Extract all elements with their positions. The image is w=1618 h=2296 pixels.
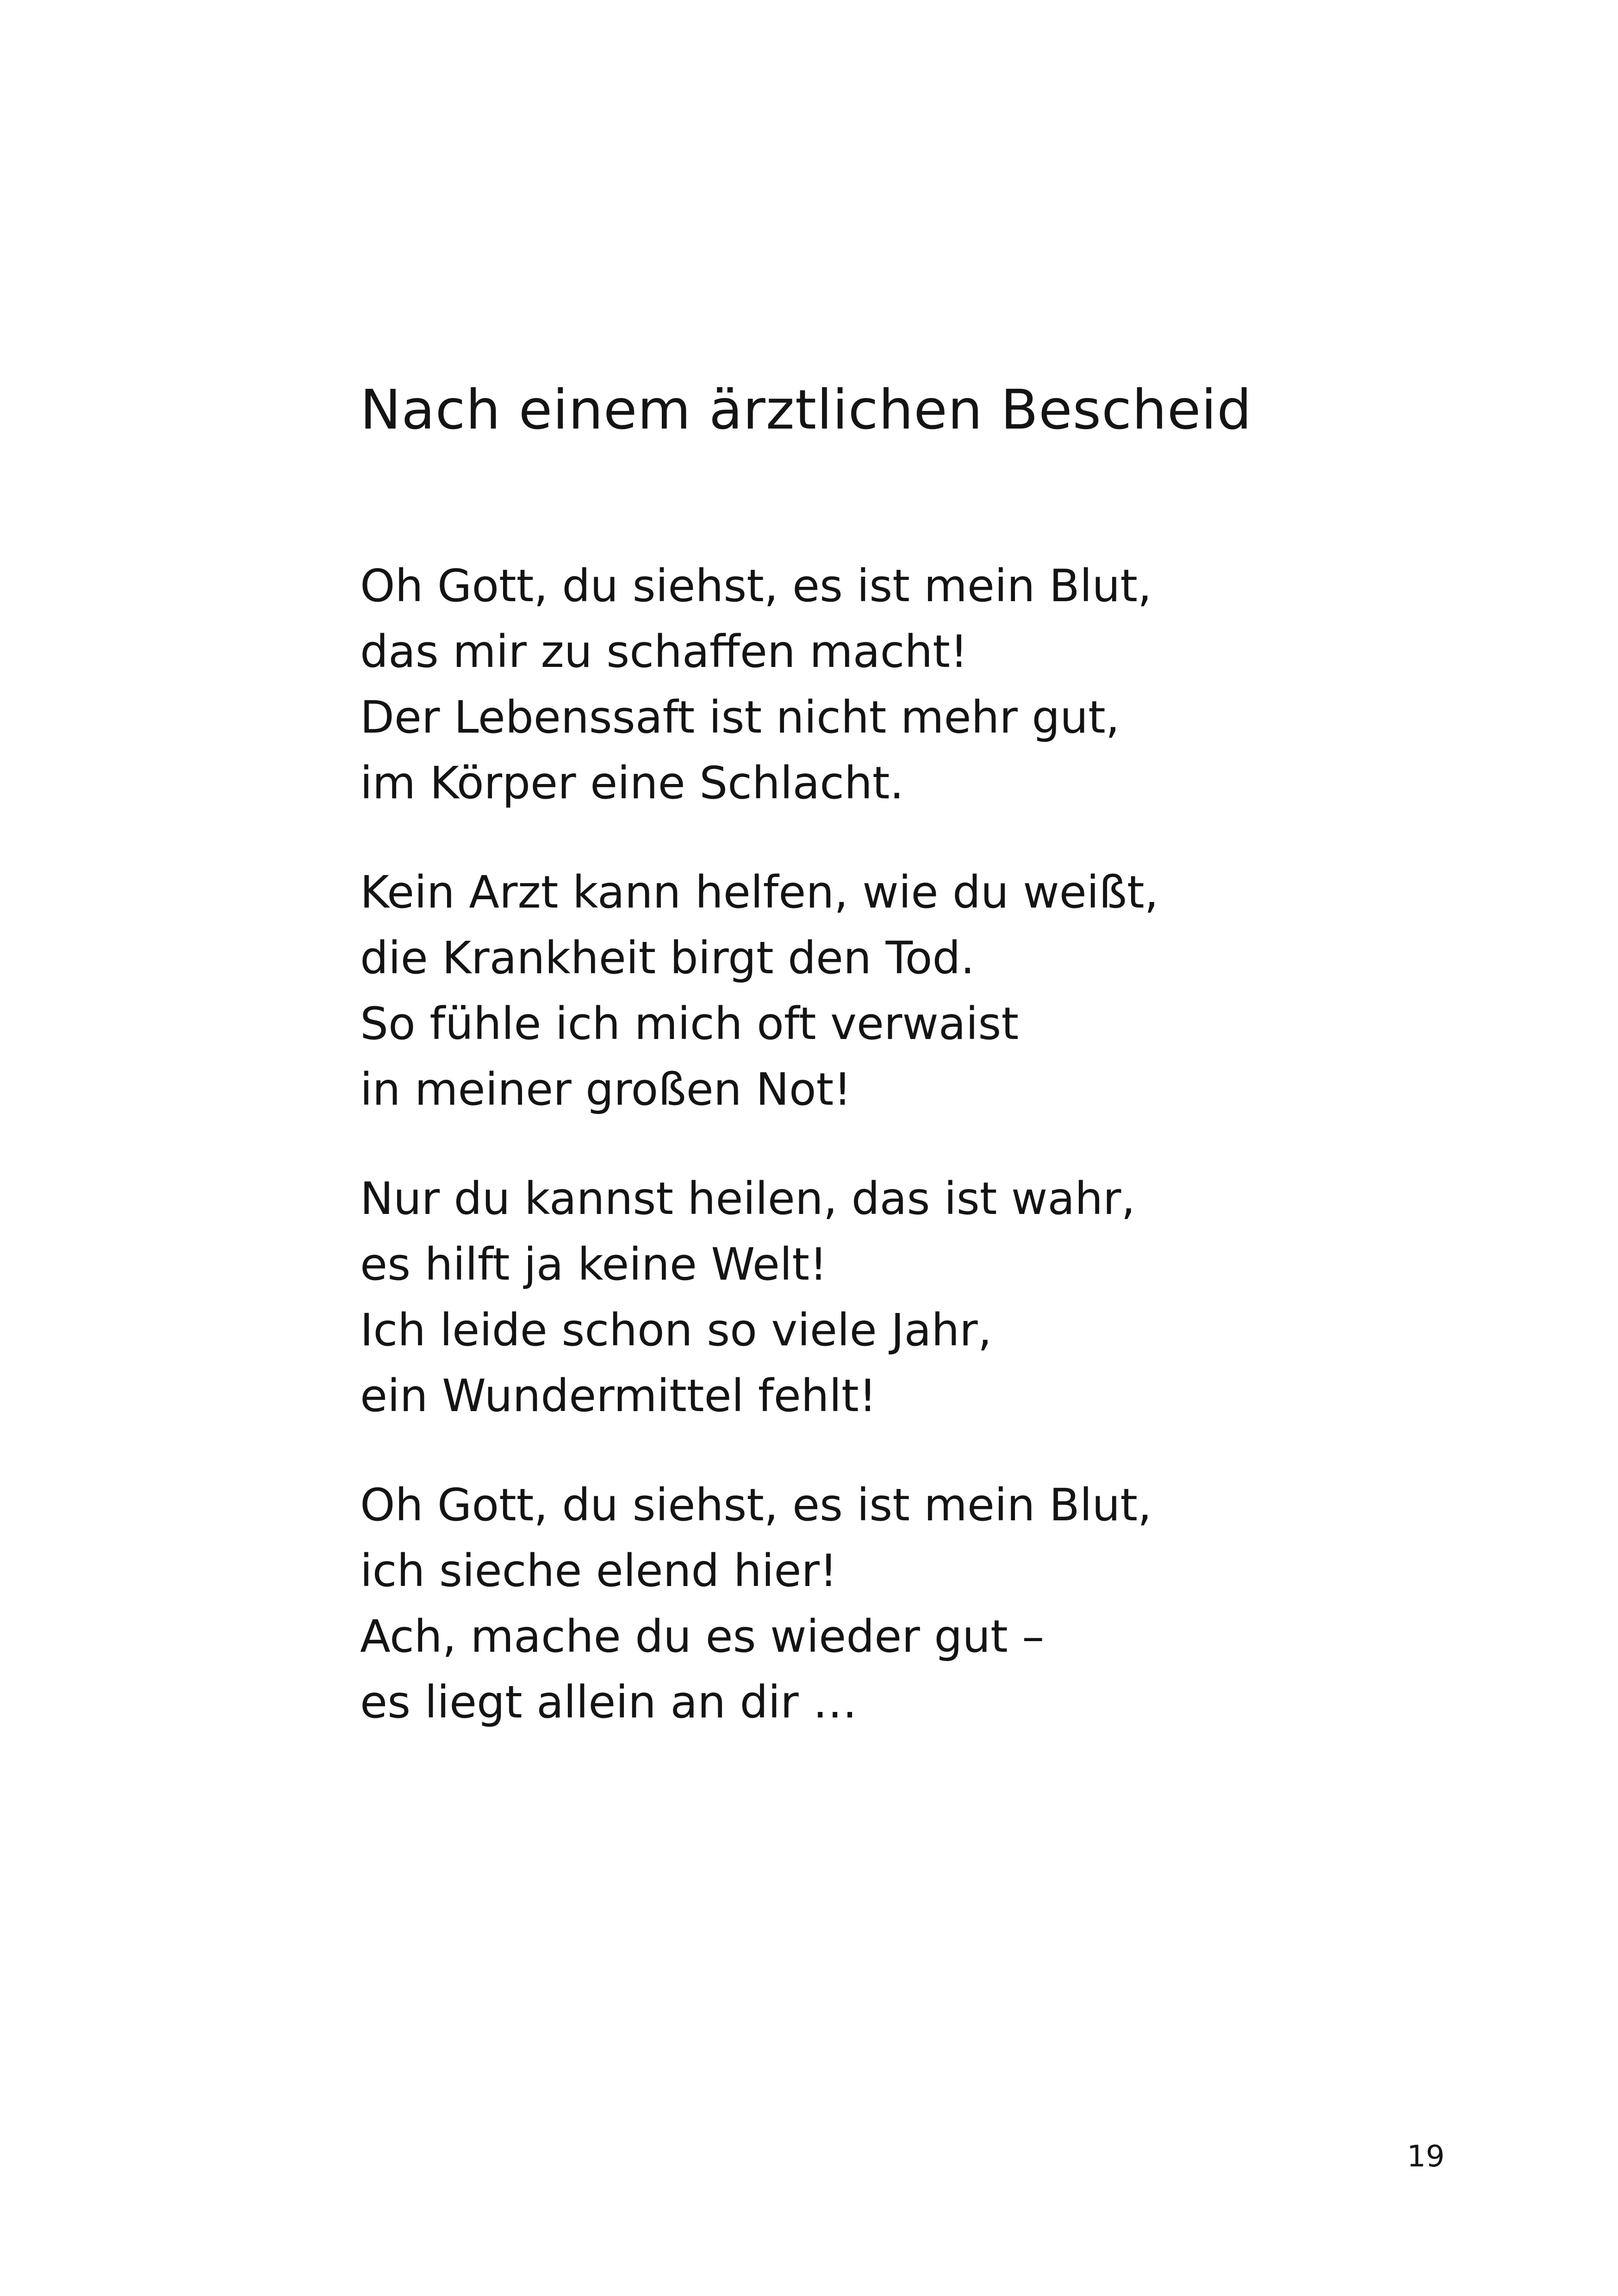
verse-line: ich sieche elend hier!	[360, 1545, 838, 1597]
stanza-4	[360, 1472, 1378, 1735]
verse-line: es hilft ja keine Welt!	[360, 1238, 828, 1290]
verse-line: es liegt allein an dir …	[360, 1676, 858, 1728]
poem-title: Nach einem ärztlichen Bescheid	[360, 378, 1252, 442]
verse-line: Nur du kannst heilen, das ist wahr,	[360, 1173, 1136, 1225]
verse-line: die Krankheit birgt den Tod.	[360, 932, 975, 984]
poem-body	[360, 553, 1378, 1779]
stanza-2	[360, 859, 1378, 1122]
verse-line: im Körper eine Schlacht.	[360, 757, 904, 809]
stanza-1	[360, 553, 1378, 816]
verse-line: Kein Arzt kann helfen, wie du weißt,	[360, 866, 1159, 918]
verse-line: Oh Gott, du siehst, es ist mein Blut,	[360, 560, 1152, 612]
verse-line: So fühle ich mich oft verwaist	[360, 998, 1019, 1050]
stanza-3	[360, 1166, 1378, 1429]
verse-line: Der Lebenssaft ist nicht mehr gut,	[360, 691, 1120, 743]
verse-line: das mir zu schaffen macht!	[360, 626, 968, 678]
verse-line: in meiner großen Not!	[360, 1064, 852, 1115]
verse-line: Ich leide schon so viele Jahr,	[360, 1304, 992, 1356]
verse-line: ein Wundermittel fehlt!	[360, 1370, 877, 1422]
verse-line: Ach, mache du es wieder gut –	[360, 1611, 1045, 1662]
page-number: 19	[1407, 2140, 1445, 2174]
verse-line: Oh Gott, du siehst, es ist mein Blut,	[360, 1479, 1152, 1531]
